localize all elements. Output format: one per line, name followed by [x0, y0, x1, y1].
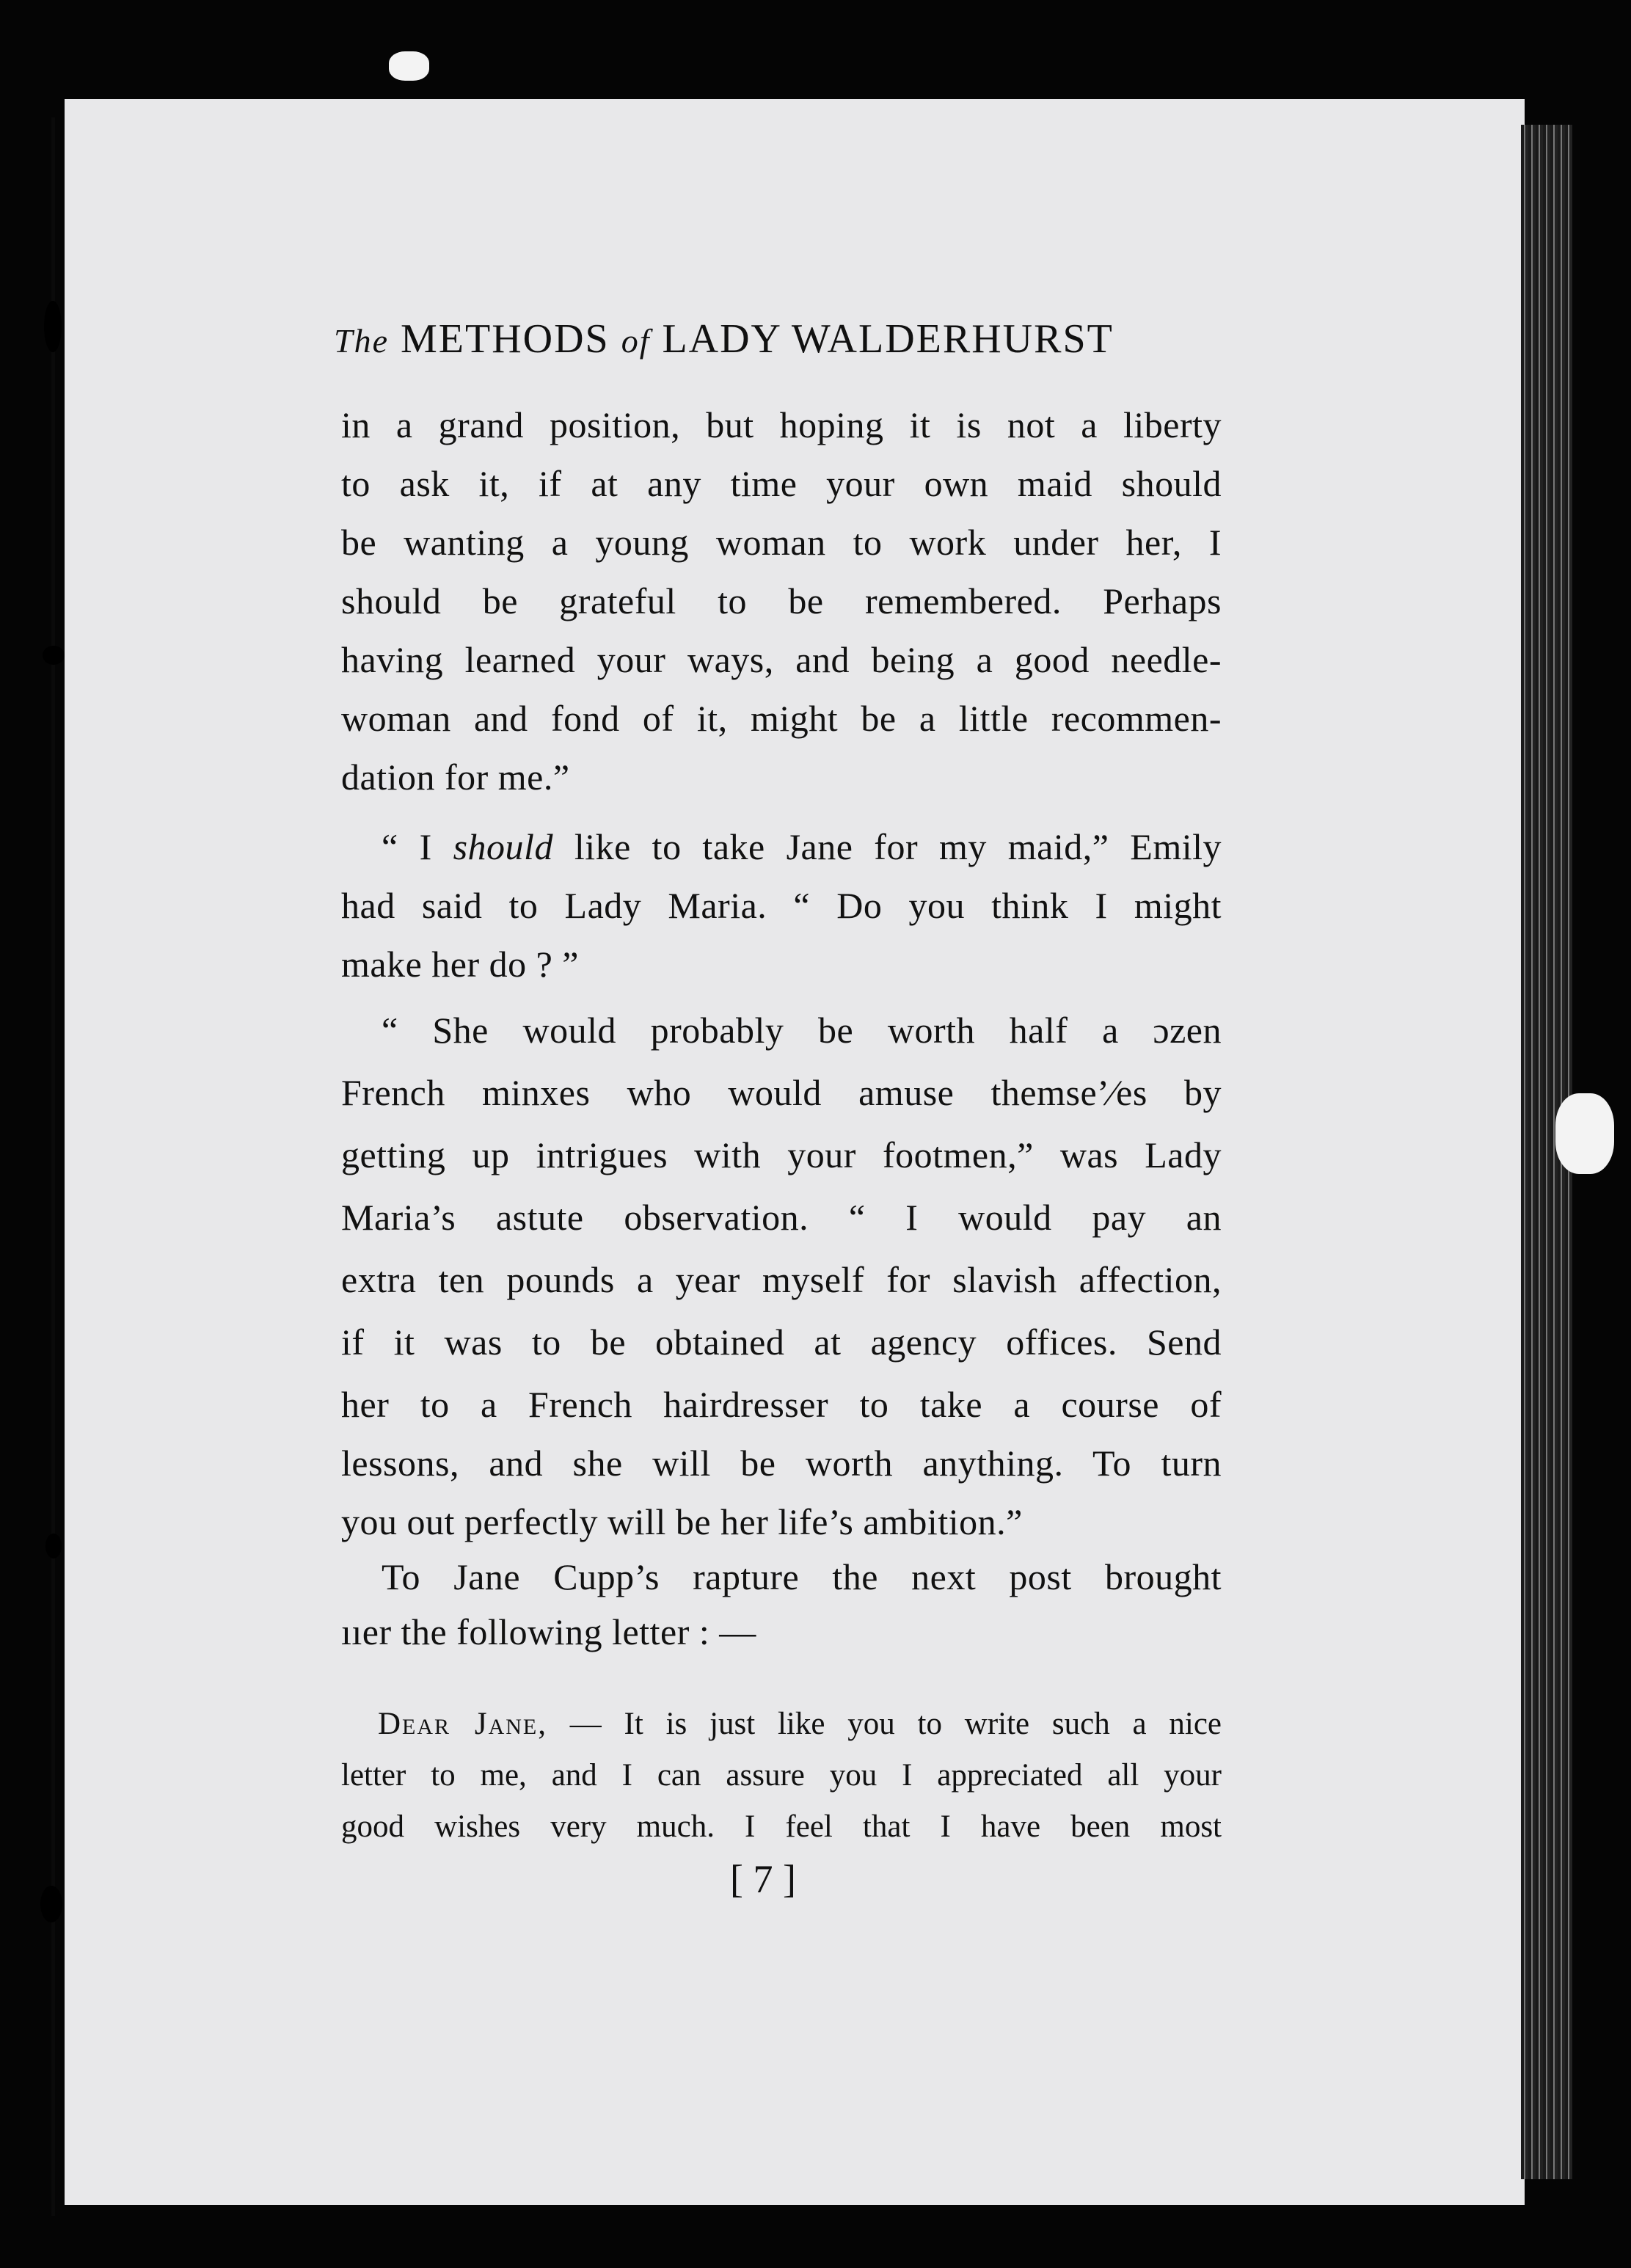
- paragraph-line: Maria’s astute observation. “ I would pay an: [341, 1197, 1222, 1238]
- letter-line: good wishes very much. I feel that I have been most: [341, 1809, 1222, 1844]
- body-line: to ask it, if at any time your own maid should: [341, 463, 1222, 504]
- paragraph-line: To Jane Cupp’s rapture the next post brought: [382, 1556, 1222, 1597]
- body-line: should be grateful to be remembered. Perhaps: [341, 580, 1222, 621]
- paragraph-line: “ I should like to take Jane for my maid,” Emily: [382, 826, 1222, 867]
- paragraph-line: extra ten pounds a year myself for slavish affection,: [341, 1259, 1222, 1300]
- binding-mark-2: [43, 646, 65, 665]
- letter-line: Dear Jane, — It is just like you to write such a nice: [378, 1707, 1222, 1741]
- paragraph-line: had said to Lady Maria. “ Do you think I might: [341, 885, 1222, 926]
- paragraph-line: if it was to be obtained at agency offices. Send: [341, 1321, 1222, 1363]
- paragraph-line: make her do ? ”: [341, 944, 580, 985]
- scan-speck-right: [1555, 1093, 1614, 1174]
- body-line: woman and fond of it, might be a little recommen-: [341, 698, 1222, 739]
- body-line: dation for me.”: [341, 756, 570, 798]
- binding-mark-1: [44, 301, 62, 352]
- letter-line: letter to me, and I can assure you I appreciated all your: [341, 1758, 1222, 1793]
- paragraph-line: you out perfectly will be her life’s ambition.”: [341, 1501, 1023, 1542]
- scan-speck: [389, 51, 429, 81]
- body-line: having learned your ways, and being a good needle-: [341, 639, 1222, 680]
- binding-mark-3: [45, 1534, 62, 1558]
- paragraph-line: her to a French hairdresser to take a course of: [341, 1384, 1222, 1425]
- running-head: The METHODS of LADY WALDERHURST: [334, 316, 1114, 362]
- paragraph-line: lessons, and she will be worth anything. To turn: [341, 1443, 1222, 1484]
- paragraph-line: “ She would probably be worth half a ɔzen: [382, 1010, 1222, 1051]
- paragraph-line: getting up intrigues with your footmen,” was Lady: [341, 1134, 1222, 1175]
- paragraph-line: French minxes who would amuse themse’⁄es by: [341, 1072, 1222, 1113]
- page-number: [ 7 ]: [730, 1857, 796, 1901]
- paragraph-line: ııer the following letter : —: [341, 1611, 756, 1652]
- binding-mark-4: [40, 1886, 62, 1922]
- body-line: in a grand position, but hoping it is not a liberty: [341, 404, 1222, 445]
- body-line: be wanting a young woman to work under her, I: [341, 522, 1222, 563]
